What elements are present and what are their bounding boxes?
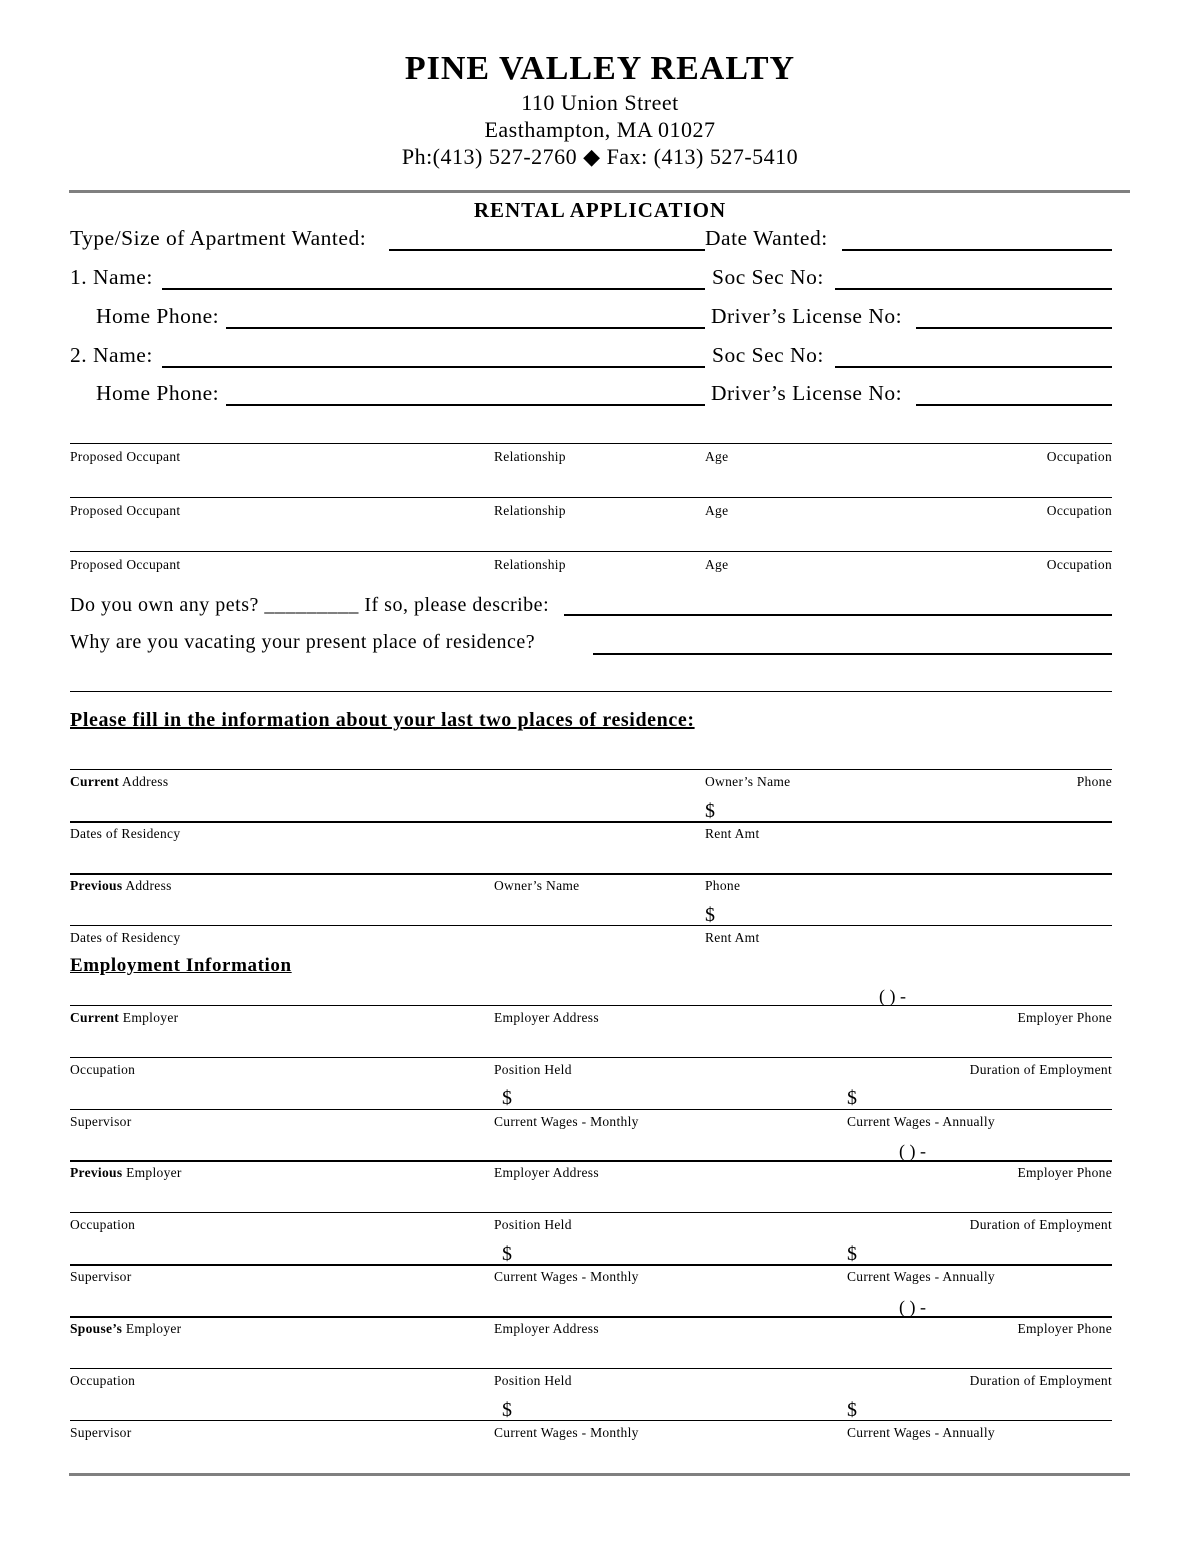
previous-occupation-line[interactable] <box>70 1212 1112 1213</box>
date-wanted-field[interactable] <box>842 249 1112 251</box>
occupant-col-name: Proposed Occupant <box>70 503 181 518</box>
previous-rent-caption: Rent Amt <box>705 930 760 945</box>
applicant1-license-label: Driver’s License No: <box>711 304 903 328</box>
current-owner-caption: Owner’s Name <box>705 774 791 789</box>
applicant1-name-label: 1. Name: <box>70 265 153 289</box>
applicant2-phone-label: Home Phone: <box>96 381 220 405</box>
employment-heading: Employment Information <box>70 955 292 976</box>
previous-employer-rest: Employer <box>122 1165 182 1180</box>
occupant-col-relationship: Relationship <box>494 557 566 572</box>
spouse-employer-bold: Spouse’s <box>70 1321 123 1336</box>
spouse-occupation-caption: Occupation <box>70 1373 136 1388</box>
current-duration-caption: Duration of Employment <box>969 1062 1112 1077</box>
current-dates-caption: Dates of Residency <box>70 826 181 841</box>
spouse-occupation-line[interactable] <box>70 1368 1112 1369</box>
previous-address-caption <box>70 878 172 894</box>
occupant-col-occupation: Occupation <box>1046 557 1112 572</box>
spouse-employer-phone-caption: Employer Phone <box>1017 1321 1112 1336</box>
previous-wages-annual-caption: Current Wages - Annually <box>847 1269 995 1284</box>
spouse-wages-monthly-caption: Current Wages - Monthly <box>494 1425 639 1440</box>
occupant-line-1[interactable] <box>70 443 1112 444</box>
spouse-wages-annual-caption: Current Wages - Annually <box>847 1425 995 1440</box>
current-wages-annual-caption: Current Wages - Annually <box>847 1114 995 1129</box>
spouse-supervisor-line[interactable] <box>70 1420 1112 1421</box>
spouse-wages-monthly-dollar: $ <box>502 1399 512 1421</box>
current-supervisor-caption: Supervisor <box>70 1114 132 1129</box>
company-contact: Ph:(413) 527-2760 ◆ Fax: (413) 527-5410 <box>401 144 799 169</box>
spouse-employer-address-caption: Employer Address <box>494 1321 599 1336</box>
previous-employer-phone-mask: ( ) - <box>899 1141 926 1161</box>
applicant1-phone-label: Home Phone: <box>96 304 220 328</box>
company-name: PINE VALLEY REALTY <box>404 50 796 87</box>
occupant-col-occupation: Occupation <box>1046 449 1112 464</box>
current-employer-phone-mask: ( ) - <box>879 986 906 1006</box>
current-rent-dollar: $ <box>705 800 715 822</box>
company-street: 110 Union Street <box>521 90 679 115</box>
applicant1-ssn-field[interactable] <box>835 288 1112 290</box>
occupant-col-occupation: Occupation <box>1046 503 1112 518</box>
previous-dates-caption: Dates of Residency <box>70 930 181 945</box>
occupant-line-2[interactable] <box>70 497 1112 498</box>
current-wages-monthly-caption: Current Wages - Monthly <box>494 1114 639 1129</box>
previous-employer-phone-caption: Employer Phone <box>1017 1165 1112 1180</box>
vacating-reason-field[interactable] <box>593 653 1112 655</box>
current-position-caption: Position Held <box>494 1062 572 1077</box>
spouse-employer-phone-mask: ( ) - <box>899 1297 926 1317</box>
company-city: Easthampton, MA 01027 <box>484 117 716 142</box>
occupant-col-age: Age <box>705 503 729 518</box>
previous-employer-address-caption: Employer Address <box>494 1165 599 1180</box>
previous-wages-monthly-dollar: $ <box>502 1243 512 1265</box>
applicant1-ssn-label: Soc Sec No: <box>712 265 824 289</box>
applicant2-ssn-field[interactable] <box>835 366 1112 368</box>
current-phone-caption: Phone <box>1076 774 1112 789</box>
spouse-wages-annual-dollar: $ <box>847 1399 857 1421</box>
previous-occupation-caption: Occupation <box>70 1217 136 1232</box>
previous-wages-annual-dollar: $ <box>847 1243 857 1265</box>
current-address-line[interactable] <box>70 769 1112 770</box>
occupant-col-name: Proposed Occupant <box>70 449 181 464</box>
previous-employer-bold: Previous <box>70 1165 123 1180</box>
header-divider <box>69 190 1130 193</box>
pets-question: Do you own any pets? _________ If so, please describe: <box>70 594 550 616</box>
current-occupation-line[interactable] <box>70 1057 1112 1058</box>
pets-description-field[interactable] <box>564 614 1112 616</box>
applicant2-name-label: 2. Name: <box>70 343 153 367</box>
occupant-col-age: Age <box>705 449 729 464</box>
previous-address-bold: Previous <box>70 878 123 893</box>
current-employer-phone-caption: Employer Phone <box>1017 1010 1112 1025</box>
current-employer-caption <box>70 1010 178 1026</box>
spouse-supervisor-caption: Supervisor <box>70 1425 132 1440</box>
date-wanted-label: Date Wanted: <box>705 226 828 250</box>
current-supervisor-line[interactable] <box>70 1109 1112 1110</box>
previous-address-rest: Address <box>122 878 172 893</box>
current-wages-annual-dollar: $ <box>847 1087 857 1109</box>
spouse-employer-rest: Employer <box>122 1321 182 1336</box>
current-employer-address-caption: Employer Address <box>494 1010 599 1025</box>
current-address-bold: Current <box>70 774 120 789</box>
applicant2-phone-field[interactable] <box>226 404 705 406</box>
previous-wages-monthly-caption: Current Wages - Monthly <box>494 1269 639 1284</box>
footer-divider <box>69 1473 1130 1476</box>
previous-employer-line[interactable] <box>70 1160 1112 1162</box>
occupant-col-relationship: Relationship <box>494 503 566 518</box>
vacating-question: Why are you vacating your present place of residence? <box>70 631 536 653</box>
current-address-caption <box>70 774 168 790</box>
applicant1-name-field[interactable] <box>162 288 705 290</box>
current-rent-caption: Rent Amt <box>705 826 760 841</box>
current-employer-bold: Current <box>70 1010 120 1025</box>
previous-address-line[interactable] <box>70 873 1112 875</box>
applicant2-name-field[interactable] <box>162 366 705 368</box>
applicant1-license-field[interactable] <box>916 327 1112 329</box>
applicant2-ssn-label: Soc Sec No: <box>712 343 824 367</box>
apt-type-field[interactable] <box>389 249 705 251</box>
previous-supervisor-line[interactable] <box>70 1264 1112 1266</box>
occupant-col-age: Age <box>705 557 729 572</box>
residence-heading: Please fill in the information about your last two places of residence: <box>70 709 695 731</box>
current-employer-rest: Employer <box>119 1010 179 1025</box>
vacating-reason-field-2[interactable] <box>70 691 1112 692</box>
spouse-employer-caption <box>70 1321 181 1337</box>
current-address-rest: Address <box>119 774 169 789</box>
occupant-line-3[interactable] <box>70 551 1112 552</box>
current-wages-monthly-dollar: $ <box>502 1087 512 1109</box>
previous-phone-caption: Phone <box>705 878 741 893</box>
previous-rent-dollar: $ <box>705 904 715 926</box>
spouse-position-caption: Position Held <box>494 1373 572 1388</box>
apt-type-label: Type/Size of Apartment Wanted: <box>70 226 367 250</box>
spouse-employer-line[interactable] <box>70 1316 1112 1318</box>
form-title: RENTAL APPLICATION <box>473 198 727 222</box>
previous-owner-caption: Owner’s Name <box>494 878 580 893</box>
previous-supervisor-caption: Supervisor <box>70 1269 132 1284</box>
occupant-col-name: Proposed Occupant <box>70 557 181 572</box>
previous-dates-line[interactable] <box>70 925 1112 926</box>
applicant2-license-label: Driver’s License No: <box>711 381 903 405</box>
current-dates-line[interactable] <box>70 821 1112 823</box>
previous-duration-caption: Duration of Employment <box>969 1217 1112 1232</box>
applicant1-phone-field[interactable] <box>226 327 705 329</box>
previous-position-caption: Position Held <box>494 1217 572 1232</box>
previous-employer-caption <box>70 1165 182 1181</box>
current-employer-line[interactable] <box>70 1005 1112 1006</box>
spouse-duration-caption: Duration of Employment <box>969 1373 1112 1388</box>
occupant-col-relationship: Relationship <box>494 449 566 464</box>
applicant2-license-field[interactable] <box>916 404 1112 406</box>
current-occupation-caption: Occupation <box>70 1062 136 1077</box>
